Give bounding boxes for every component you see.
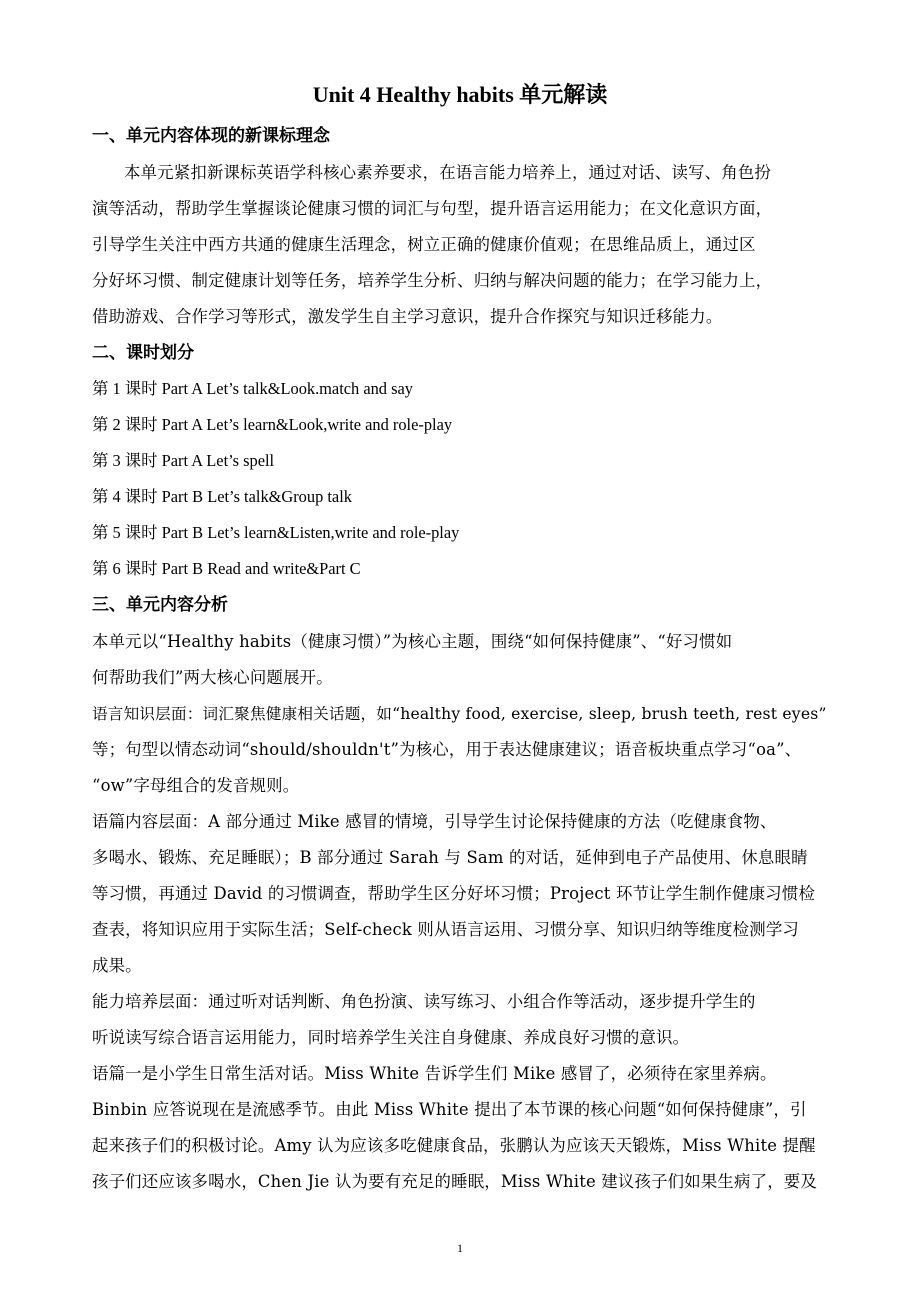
section3-paragraph-2 [92, 696, 852, 804]
lesson-item: 第 4 课时 Part B Let’s talk&Group talk [92, 487, 352, 506]
text-line: 分好坏习惯、制定健康计划等任务，培养学生分析、归纳与解决问题的能力；在学习能力上， [92, 271, 773, 290]
section3-paragraph-5 [92, 1056, 852, 1200]
lesson-item: 第 5 课时 Part B Let’s learn&Listen,write and role-play [92, 523, 460, 542]
text-line: 成果。 [92, 956, 142, 975]
lesson-item: 第 6 课时 Part B Read and write&Part C [92, 559, 361, 578]
section-heading-1: 一、单元内容体现的新课标理念 [92, 126, 330, 146]
text-line: 演等活动，帮助学生掌握谈论健康习惯的词汇与句型，提升语言运用能力；在文化意识方面， [92, 199, 773, 218]
section3-paragraph-3 [92, 804, 852, 984]
text-line: 本单元紧扣新课标英语学科核心素养要求，在语言能力培养上，通过对话、读写、角色扮 [124, 163, 772, 182]
text-line: 语言知识层面：词汇聚焦健康相关话题，如“healthy food, exercise, sleep, brush teeth, rest eyes” [92, 705, 827, 723]
text-line: 语篇内容层面：A 部分通过 Mike 感冒的情境，引导学生讨论保持健康的方法（吃健康食物、 [92, 812, 777, 831]
text-line: 查表，将知识应用于实际生活；Self-check 则从语言运用、习惯分享、知识归纳等维度检测学习 [92, 920, 799, 939]
text-line: “ow”字母组合的发音规则。 [92, 776, 300, 795]
text-line: 何帮助我们”两大核心问题展开。 [92, 668, 333, 687]
text-line: 等；句型以情态动词“should/shouldn't”为核心，用于表达健康建议；语音板块重点学习“oa”、 [92, 740, 802, 759]
text-line: 孩子们还应该多喝水，Chen Jie 认为要有充足的睡眠，Miss White 建议孩子们如果生病了，要及 [92, 1172, 817, 1191]
text-line: 语篇一是小学生日常生活对话。Miss White 告诉学生们 Mike 感冒了，必须待在家里养病。 [92, 1064, 777, 1083]
section1-paragraph [92, 155, 852, 335]
section-heading-2: 二、课时划分 [92, 343, 194, 363]
text-line: 引导学生关注中西方共通的健康生活理念，树立正确的健康价值观；在思维品质上，通过区 [92, 235, 756, 254]
text-line: 借助游戏、合作学习等形式，激发学生自主学习意识，提升合作探究与知识迁移能力。 [92, 307, 723, 326]
lesson-item: 第 3 课时 Part A Let’s spell [92, 451, 275, 470]
text-line: 起来孩子们的积极讨论。Amy 认为应该多吃健康食品，张鹏认为应该天天锻炼，Miss White 提醒 [92, 1136, 816, 1155]
section3-paragraph-4 [92, 984, 852, 1056]
text-line: 等习惯，再通过 David 的习惯调查，帮助学生区分好坏习惯；Project 环节让学生制作健康习惯检 [92, 884, 816, 903]
section-heading-3: 三、单元内容分析 [92, 595, 228, 615]
lesson-item: 第 2 课时 Part A Let’s learn&Look,write and role-play [92, 415, 453, 434]
text-line: Binbin 应答说现在是流感季节。由此 Miss White 提出了本节课的核心问题“如何保持健康”，引 [92, 1100, 807, 1119]
text-line: 听说读写综合语言运用能力，同时培养学生关注自身健康、养成良好习惯的意识。 [92, 1028, 690, 1047]
section3-paragraph-1 [92, 624, 852, 696]
lesson-item: 第 1 课时 Part A Let’s talk&Look.match and say [92, 379, 413, 398]
document-title: Unit 4 Healthy habits 单元解读 [312, 82, 608, 107]
text-line: 能力培养层面：通过听对话判断、角色扮演、读写练习、小组合作等活动，逐步提升学生的 [92, 992, 756, 1011]
page-number: 1 [457, 1241, 463, 1255]
text-line: 多喝水、锻炼、充足睡眠）；B 部分通过 Sarah 与 Sam 的对话，延伸到电子产品使用、休息眼睛 [92, 848, 808, 867]
text-line: 本单元以“Healthy habits（健康习惯）”为核心主题，围绕“如何保持健康”、“好习惯如 [92, 632, 733, 651]
